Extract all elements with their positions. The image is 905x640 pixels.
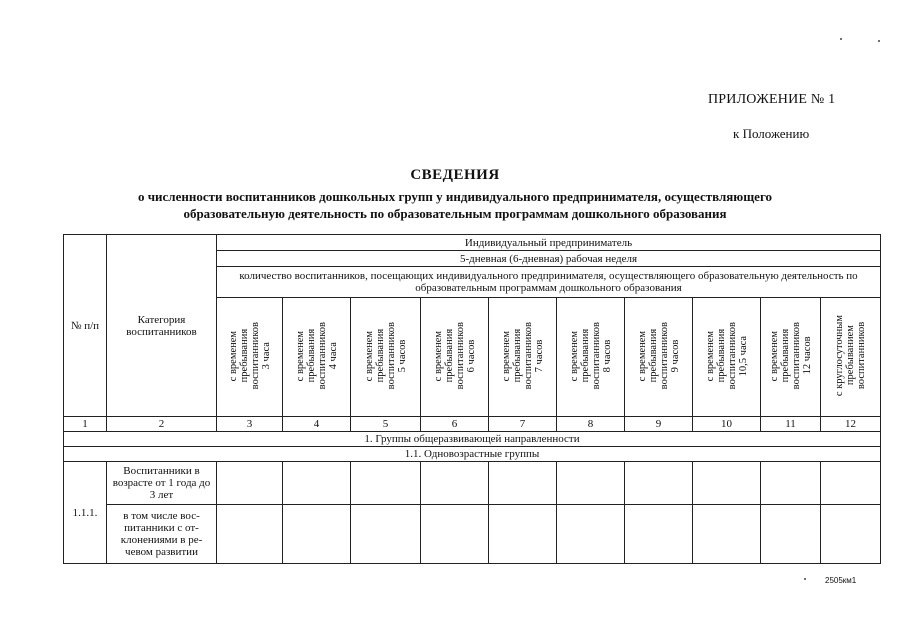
data-cell [693,462,761,505]
duration-header [217,298,283,417]
column-number: 3 [217,417,283,432]
header-count: количество воспитанников, посещающих индивидуального предпринимателя, осуществляющего образовательную деятельность по образовательным программам дошкольного образования [217,267,881,298]
data-cell [821,462,881,505]
title-main: СВЕДЕНИЯ [410,167,500,183]
data-cell [557,505,625,564]
data-cell [421,505,489,564]
data-cell [761,505,821,564]
data-cell [761,462,821,505]
column-number: 11 [761,417,821,432]
scan-speck [804,578,806,580]
header-row-ip [64,235,881,251]
subsection-row [64,447,881,462]
header-category: Категория воспитанников [107,235,217,417]
duration-header [625,298,693,417]
data-cell [351,462,421,505]
column-number: 5 [351,417,421,432]
duration-header [421,298,489,417]
data-cell [217,505,283,564]
column-number: 2 [107,417,217,432]
duration-label: с временем пребывания воспитанников 6 часов [432,321,477,390]
data-cell [625,505,693,564]
footer-code: 2505км1 [825,576,857,585]
scan-speck [840,38,842,40]
duration-header [351,298,421,417]
data-cell [625,462,693,505]
duration-header [489,298,557,417]
duration-label: с временем пребывания воспитанников 7 часов [500,321,545,390]
duration-label: с временем пребывания воспитанников 9 часов [636,321,681,390]
statistics-table [63,234,881,564]
section-title: 1. Группы общеразвивающей направленности [64,432,881,447]
data-cell [283,462,351,505]
duration-header [283,298,351,417]
column-number: 9 [625,417,693,432]
header-week: 5-дневная (6-дневная) рабочая неделя [217,251,881,267]
column-number: 8 [557,417,625,432]
data-cell [821,505,881,564]
table-row [64,505,881,564]
column-number: 6 [421,417,489,432]
scan-speck [878,40,880,42]
table-row [64,462,881,505]
column-number: 12 [821,417,881,432]
duration-header [761,298,821,417]
data-cell [489,462,557,505]
duration-label: с временем пребывания воспитанников 12 часов [768,321,813,390]
appendix-subtitle: к Положению [733,126,810,141]
data-cell [489,505,557,564]
header-num: № п/п [64,235,107,417]
appendix-label: ПРИЛОЖЕНИЕ № 1 [708,92,836,107]
duration-label: с временем пребывания воспитанников 4 часа [294,321,339,390]
duration-label: с круглосуточным пребыванием воспитанников [834,314,867,397]
row-category: Воспитанники в возрасте от 1 года до 3 лет [107,462,217,505]
column-number-row [64,417,881,432]
title-line-2: образовательную деятельность по образовательным программам дошкольного образования [183,206,727,221]
column-number: 1 [64,417,107,432]
column-number: 10 [693,417,761,432]
data-cell [557,462,625,505]
data-cell [421,462,489,505]
header-ip: Индивидуальный предприниматель [217,235,881,251]
column-number: 7 [489,417,557,432]
subsection-title: 1.1. Одновозрастные группы [64,447,881,462]
row-number: 1.1.1. [64,462,107,564]
duration-label: с временем пребывания воспитанников 3 часа [227,321,272,390]
data-cell [351,505,421,564]
row-category: в том числе вос-питанники с от-клонениями в ре-чевом развитии [107,505,217,564]
data-cell [283,505,351,564]
data-cell [693,505,761,564]
data-cell [217,462,283,505]
column-number: 4 [283,417,351,432]
duration-label: с временем пребывания воспитанников 10,5 часа [704,321,749,390]
document-title [40,167,870,222]
title-line-1: о численности воспитанников дошкольных групп у индивидуального предпринимателя, осуществляющего [137,189,773,204]
section-row [64,432,881,447]
duration-header [693,298,761,417]
duration-header [557,298,625,417]
duration-header [821,298,881,417]
duration-label: с временем пребывания воспитанников 8 часов [568,321,613,390]
duration-label: с временем пребывания воспитанников 5 часов [363,321,408,390]
